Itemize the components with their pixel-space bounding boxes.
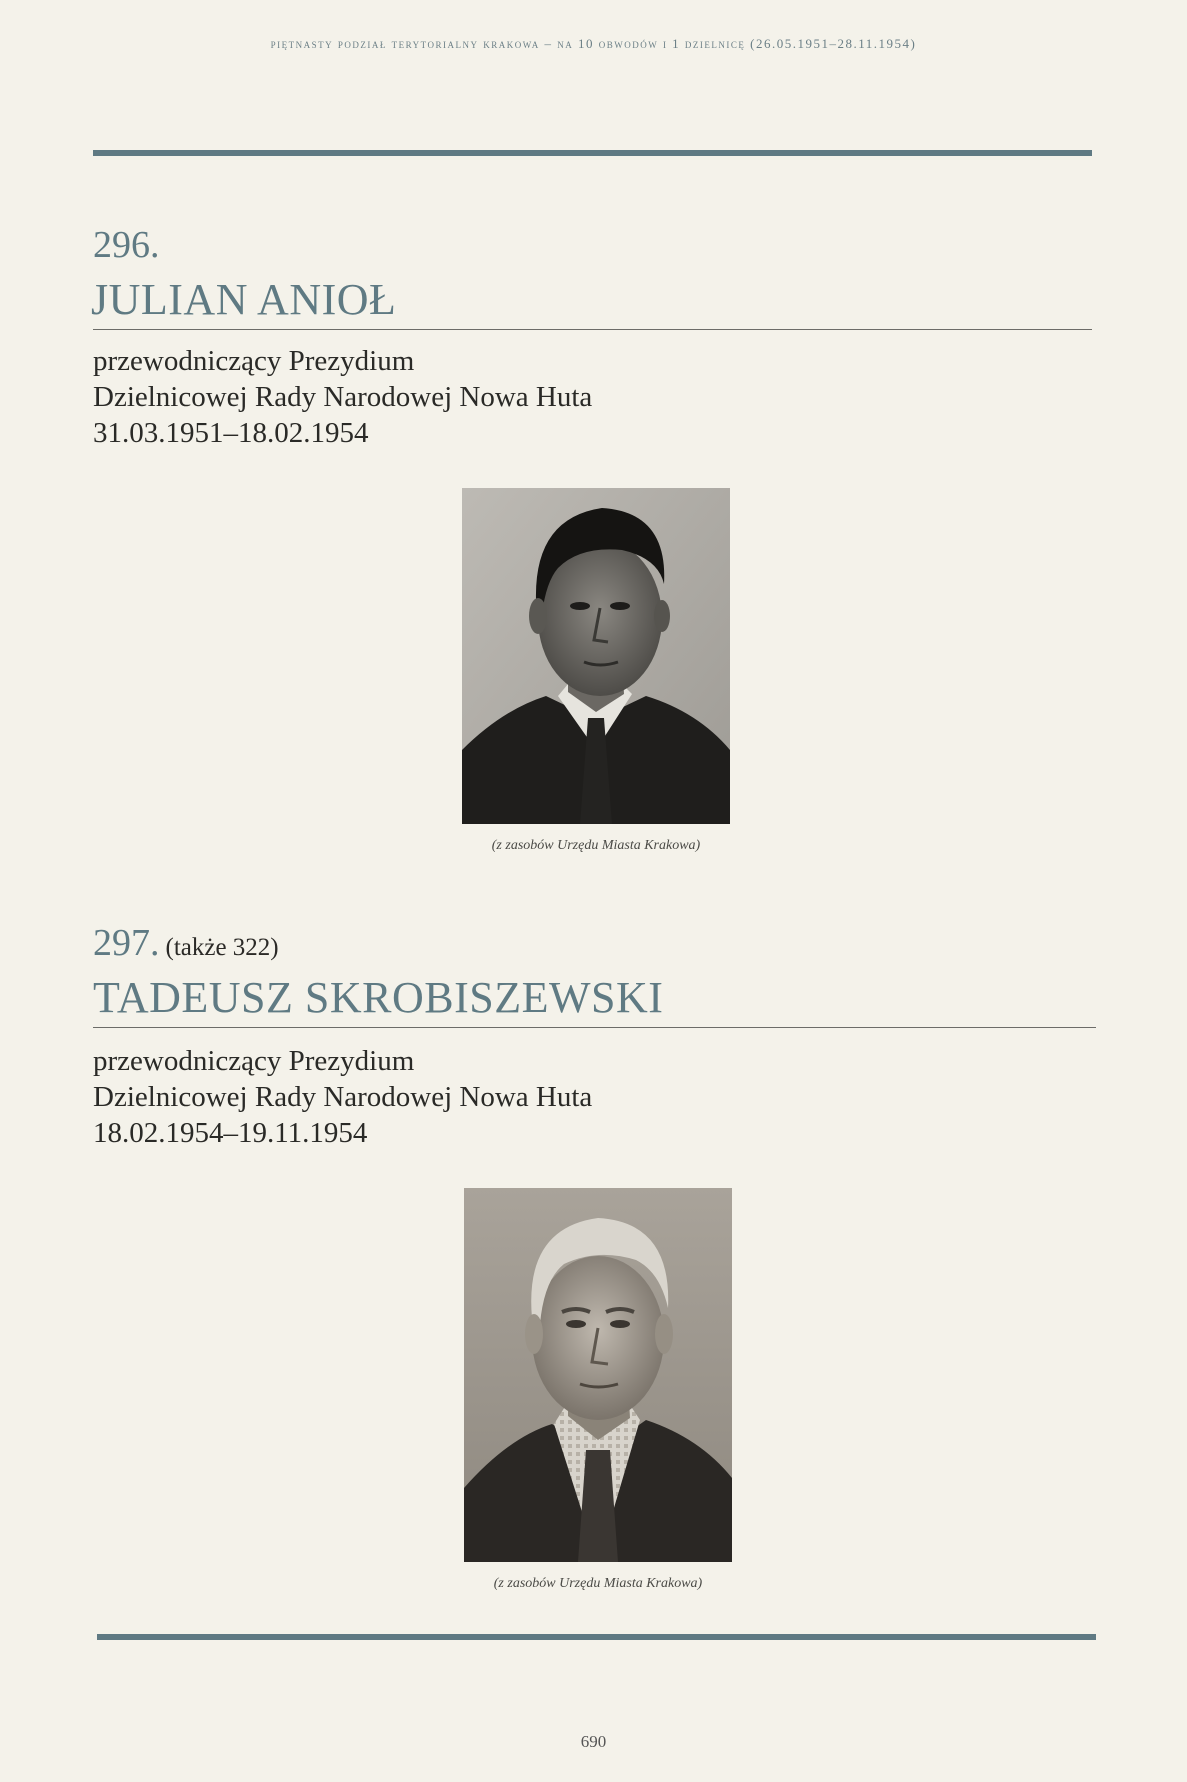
- entry-role: [93, 1043, 592, 1151]
- portrait-image: [464, 1188, 732, 1562]
- role-line: Dzielnicowej Rady Narodowej Nowa Huta: [93, 381, 593, 413]
- entry-number-value: 296.: [93, 224, 160, 266]
- entry-also-reference: (także 322): [165, 934, 279, 961]
- role-line: Dzielnicowej Rady Narodowej Nowa Huta: [93, 1081, 593, 1113]
- photo-caption: (z zasobów Urzędu Miasta Krakowa): [491, 838, 701, 853]
- role-line: przewodniczący Prezydium: [93, 1045, 415, 1077]
- portrait-photo: [462, 488, 730, 824]
- portrait-image: [462, 488, 730, 824]
- entry-number-value: 297.: [93, 922, 160, 964]
- entry-name: TADEUSZ SKROBISZEWSKI: [93, 973, 664, 1022]
- entry-number: [93, 226, 160, 264]
- role-line: przewodniczący Prezydium: [93, 345, 415, 377]
- top-rule: [93, 150, 1092, 156]
- name-underline: [93, 1027, 1096, 1028]
- term-dates: 31.03.1951–18.02.1954: [93, 417, 369, 449]
- running-header: piętnasty podział terytorialny krakowa – na 10 obwodów i 1 dzielnicę (26.05.1951–28.11.1954): [270, 36, 917, 51]
- name-underline: [93, 329, 1092, 330]
- entry-number: [93, 924, 279, 962]
- photo-caption: (z zasobów Urzędu Miasta Krakowa): [493, 1576, 703, 1591]
- portrait-photo: [464, 1188, 732, 1562]
- page-number: 690: [580, 1732, 607, 1751]
- entry-name: JULIAN ANIOŁ: [91, 275, 397, 324]
- bottom-rule: [97, 1634, 1096, 1640]
- entry-role: [93, 343, 592, 451]
- term-dates: 18.02.1954–19.11.1954: [93, 1117, 368, 1149]
